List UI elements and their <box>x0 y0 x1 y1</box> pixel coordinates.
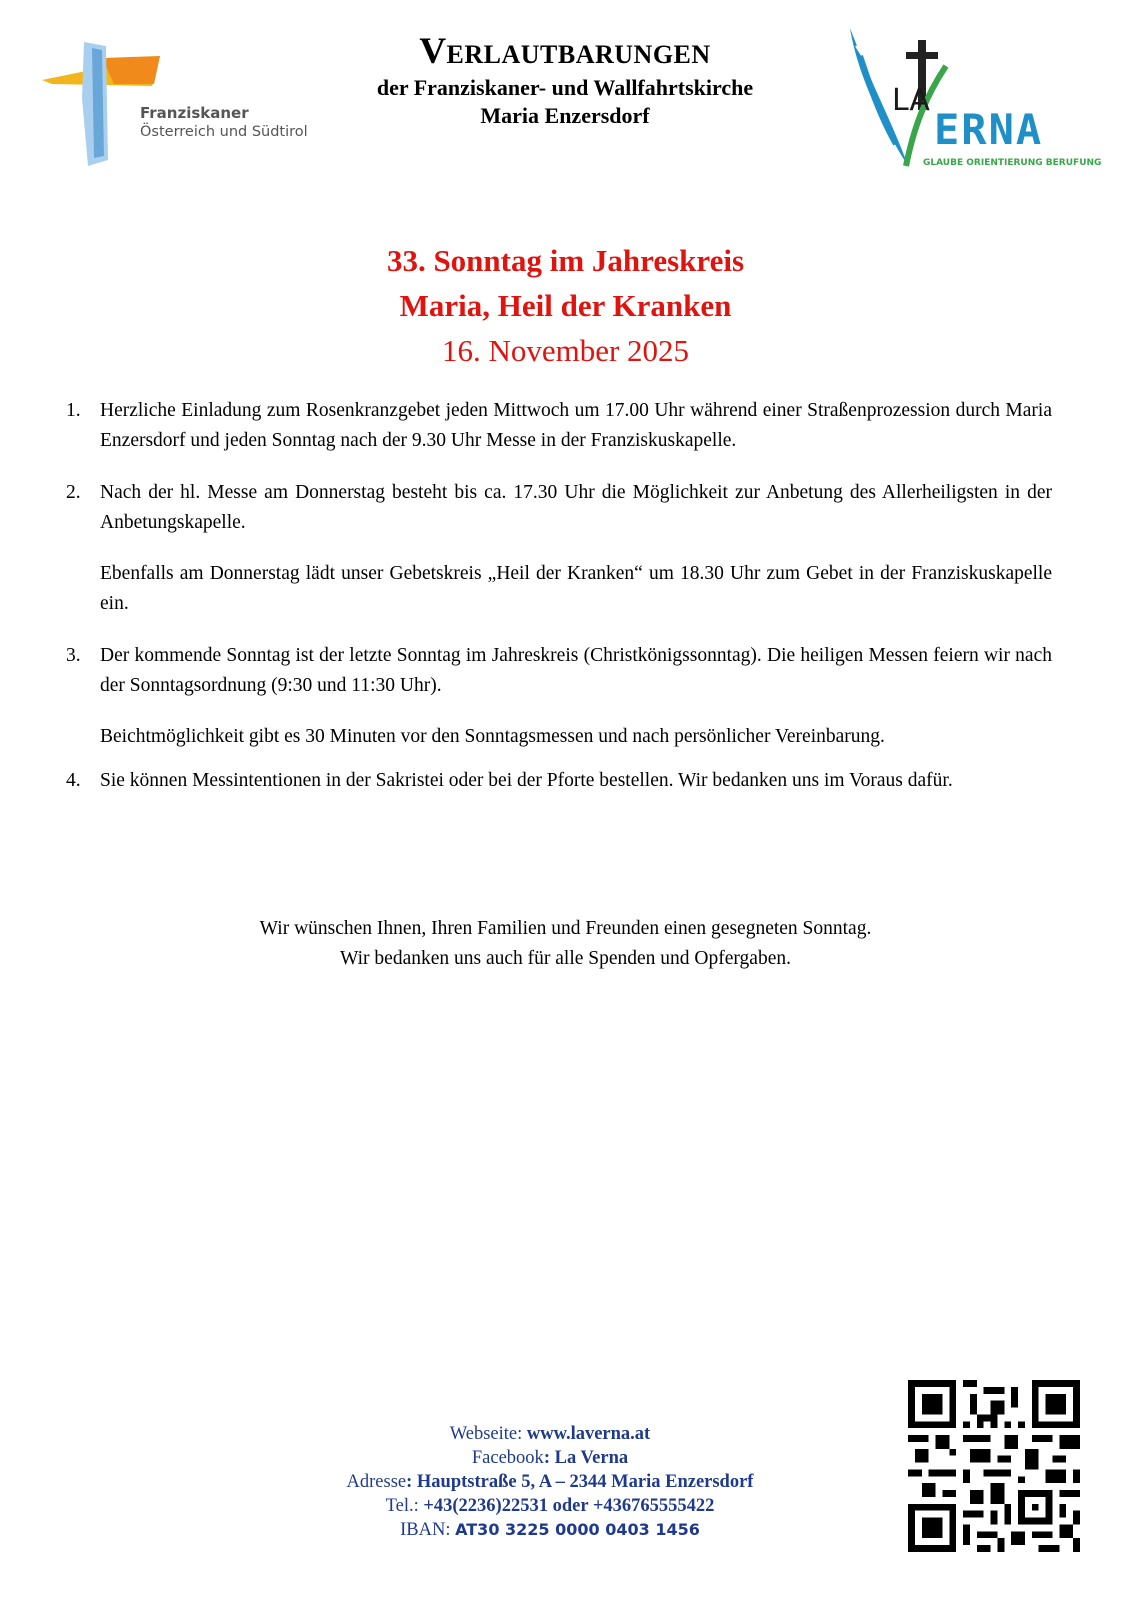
item-text: Der kommende Sonntag ist der letzte Sonntag im Jahreskreis (Christkönigssonntag). Die heiligen Messen feiern wir nach der Sonntagsordnung (9:30 und 11:30 Uhr). <box>100 645 1052 696</box>
facebook-label: Facebook <box>471 1448 544 1468</box>
iban-label: IBAN: <box>400 1520 456 1540</box>
qr-code-icon[interactable] <box>908 1380 1080 1552</box>
franziskaner-logo <box>42 38 342 166</box>
closing-greeting <box>0 914 1131 974</box>
franziskaner-cross-icon <box>42 38 172 166</box>
logo-erna: ERNA <box>934 105 1044 154</box>
item-text: Nach der hl. Messe am Donnerstag besteht bis ca. 17.30 Uhr die Möglichkeit zur Anbetung des Allerheiligsten in der Anbetungskapelle. <box>100 482 1052 533</box>
list-item <box>66 478 1052 538</box>
logo-name: Franziskaner <box>140 104 249 122</box>
list-item <box>66 766 1052 796</box>
item-number: 1. <box>66 400 81 421</box>
item-number: 3. <box>66 645 81 666</box>
contact-footer <box>250 1422 850 1542</box>
web-label: Webseite: <box>449 1424 527 1444</box>
website-link[interactable]: www.laverna.at <box>526 1424 651 1444</box>
item-extra-text: Beichtmöglichkeit gibt es 30 Minuten vor den Sonntagsmessen und nach persönlicher Vereinbarung. <box>100 726 885 747</box>
list-item <box>66 396 1052 456</box>
list-item <box>66 641 1052 701</box>
phone-value: +43(2236)22531 oder +436765555422 <box>423 1496 715 1516</box>
document-header <box>330 30 800 130</box>
item-text: Sie können Messintentionen in der Sakristei oder bei der Pforte bestellen. Wir bedanken uns im Voraus dafür. <box>100 770 953 791</box>
sunday-name: 33. Sonntag im Jahreskreis <box>386 243 745 278</box>
item-text: Herzliche Einladung zum Rosenkranzgebet jeden Mittwoch um 17.00 Uhr während einer Straßenprozession durch Maria Enzersdorf und jeden Sonntag nach der 9.30 Uhr Messe in der Franziskuskapelle. <box>100 400 1052 451</box>
address-value: : Hauptstraße 5, A – 2344 Maria Enzersdorf <box>406 1472 754 1492</box>
phone-label: Tel.: <box>385 1496 424 1516</box>
logo-region: Österreich und Südtirol <box>140 124 308 140</box>
facebook-link[interactable]: : La Verna <box>543 1448 629 1468</box>
closing-line: Wir wünschen Ihnen, Ihren Familien und Freunden einen gesegneten Sonntag. <box>259 918 872 939</box>
logo-tagline: GLAUBE ORIENTIERUNG BERUFUNG <box>923 158 1102 168</box>
sunday-heading <box>0 238 1131 373</box>
item-number: 4. <box>66 770 81 791</box>
feast-name: Maria, Heil der Kranken <box>399 288 732 323</box>
church-location: Maria Enzersdorf <box>480 103 650 128</box>
address-label: Adresse <box>346 1472 407 1492</box>
logo-la: LA <box>892 83 930 118</box>
announcements-list <box>66 396 1052 796</box>
item-extra-text: Ebenfalls am Donnerstag lädt unser Gebetskreis „Heil der Kranken“ um 18.30 Uhr zum Gebet in der Franziskuskapelle ein. <box>100 563 1052 614</box>
la-verna-logo <box>846 26 1102 176</box>
date: 16. November 2025 <box>441 333 690 368</box>
item-number: 2. <box>66 482 81 503</box>
church-name: der Franziskaner- und Wallfahrtskirche <box>376 75 754 100</box>
closing-line: Wir bedanken uns auch für alle Spenden und Opfergaben. <box>340 948 791 969</box>
iban-value: AT30 3225 0000 0403 1456 <box>455 1520 700 1539</box>
page-title: Verlautbarungen <box>419 31 711 72</box>
